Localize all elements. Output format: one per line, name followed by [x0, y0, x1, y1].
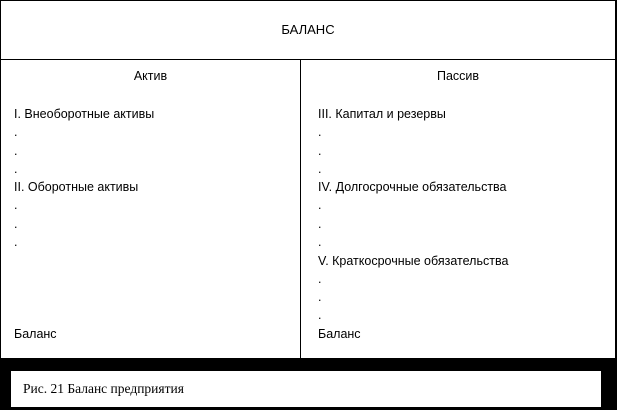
liability-heading: Пассив — [436, 69, 480, 83]
liability-ellipsis-dot: . — [318, 198, 322, 212]
asset-ellipsis-dot: . — [14, 217, 18, 231]
liability-column — [301, 60, 615, 358]
liability-ellipsis-dot: . — [318, 162, 322, 176]
liability-ellipsis-dot: . — [318, 144, 322, 158]
balance-title: БАЛАНС — [281, 22, 335, 37]
figure-caption-box — [11, 371, 601, 407]
liability-ellipsis-dot: . — [318, 308, 322, 322]
liability-ellipsis-dot: . — [318, 290, 322, 304]
asset-section-noncurrent: I. Внеоборотные активы — [14, 107, 155, 121]
asset-ellipsis-dot: . — [14, 144, 18, 158]
asset-ellipsis-dot: . — [14, 162, 18, 176]
liability-section-shortterm: V. Краткосрочные обязательства — [318, 254, 509, 268]
balance-sheet-table — [1, 1, 615, 358]
liability-ellipsis-dot: . — [318, 125, 322, 139]
liability-ellipsis-dot: . — [318, 272, 322, 286]
asset-total: Баланс — [14, 327, 57, 341]
figure-caption: Рис. 21 Баланс предприятия — [23, 381, 184, 396]
asset-section-current: II. Оборотные активы — [14, 180, 139, 194]
liability-ellipsis-dot: . — [318, 235, 322, 249]
liability-ellipsis-dot: . — [318, 217, 322, 231]
asset-heading: Актив — [133, 69, 168, 83]
liability-total: Баланс — [318, 327, 361, 341]
asset-ellipsis-dot: . — [14, 198, 18, 212]
asset-column — [1, 60, 300, 358]
liability-section-equity: III. Капитал и резервы — [318, 107, 446, 121]
liability-section-longterm: IV. Долгосрочные обязательства — [318, 180, 507, 194]
asset-ellipsis-dot: . — [14, 235, 18, 249]
asset-ellipsis-dot: . — [14, 125, 18, 139]
